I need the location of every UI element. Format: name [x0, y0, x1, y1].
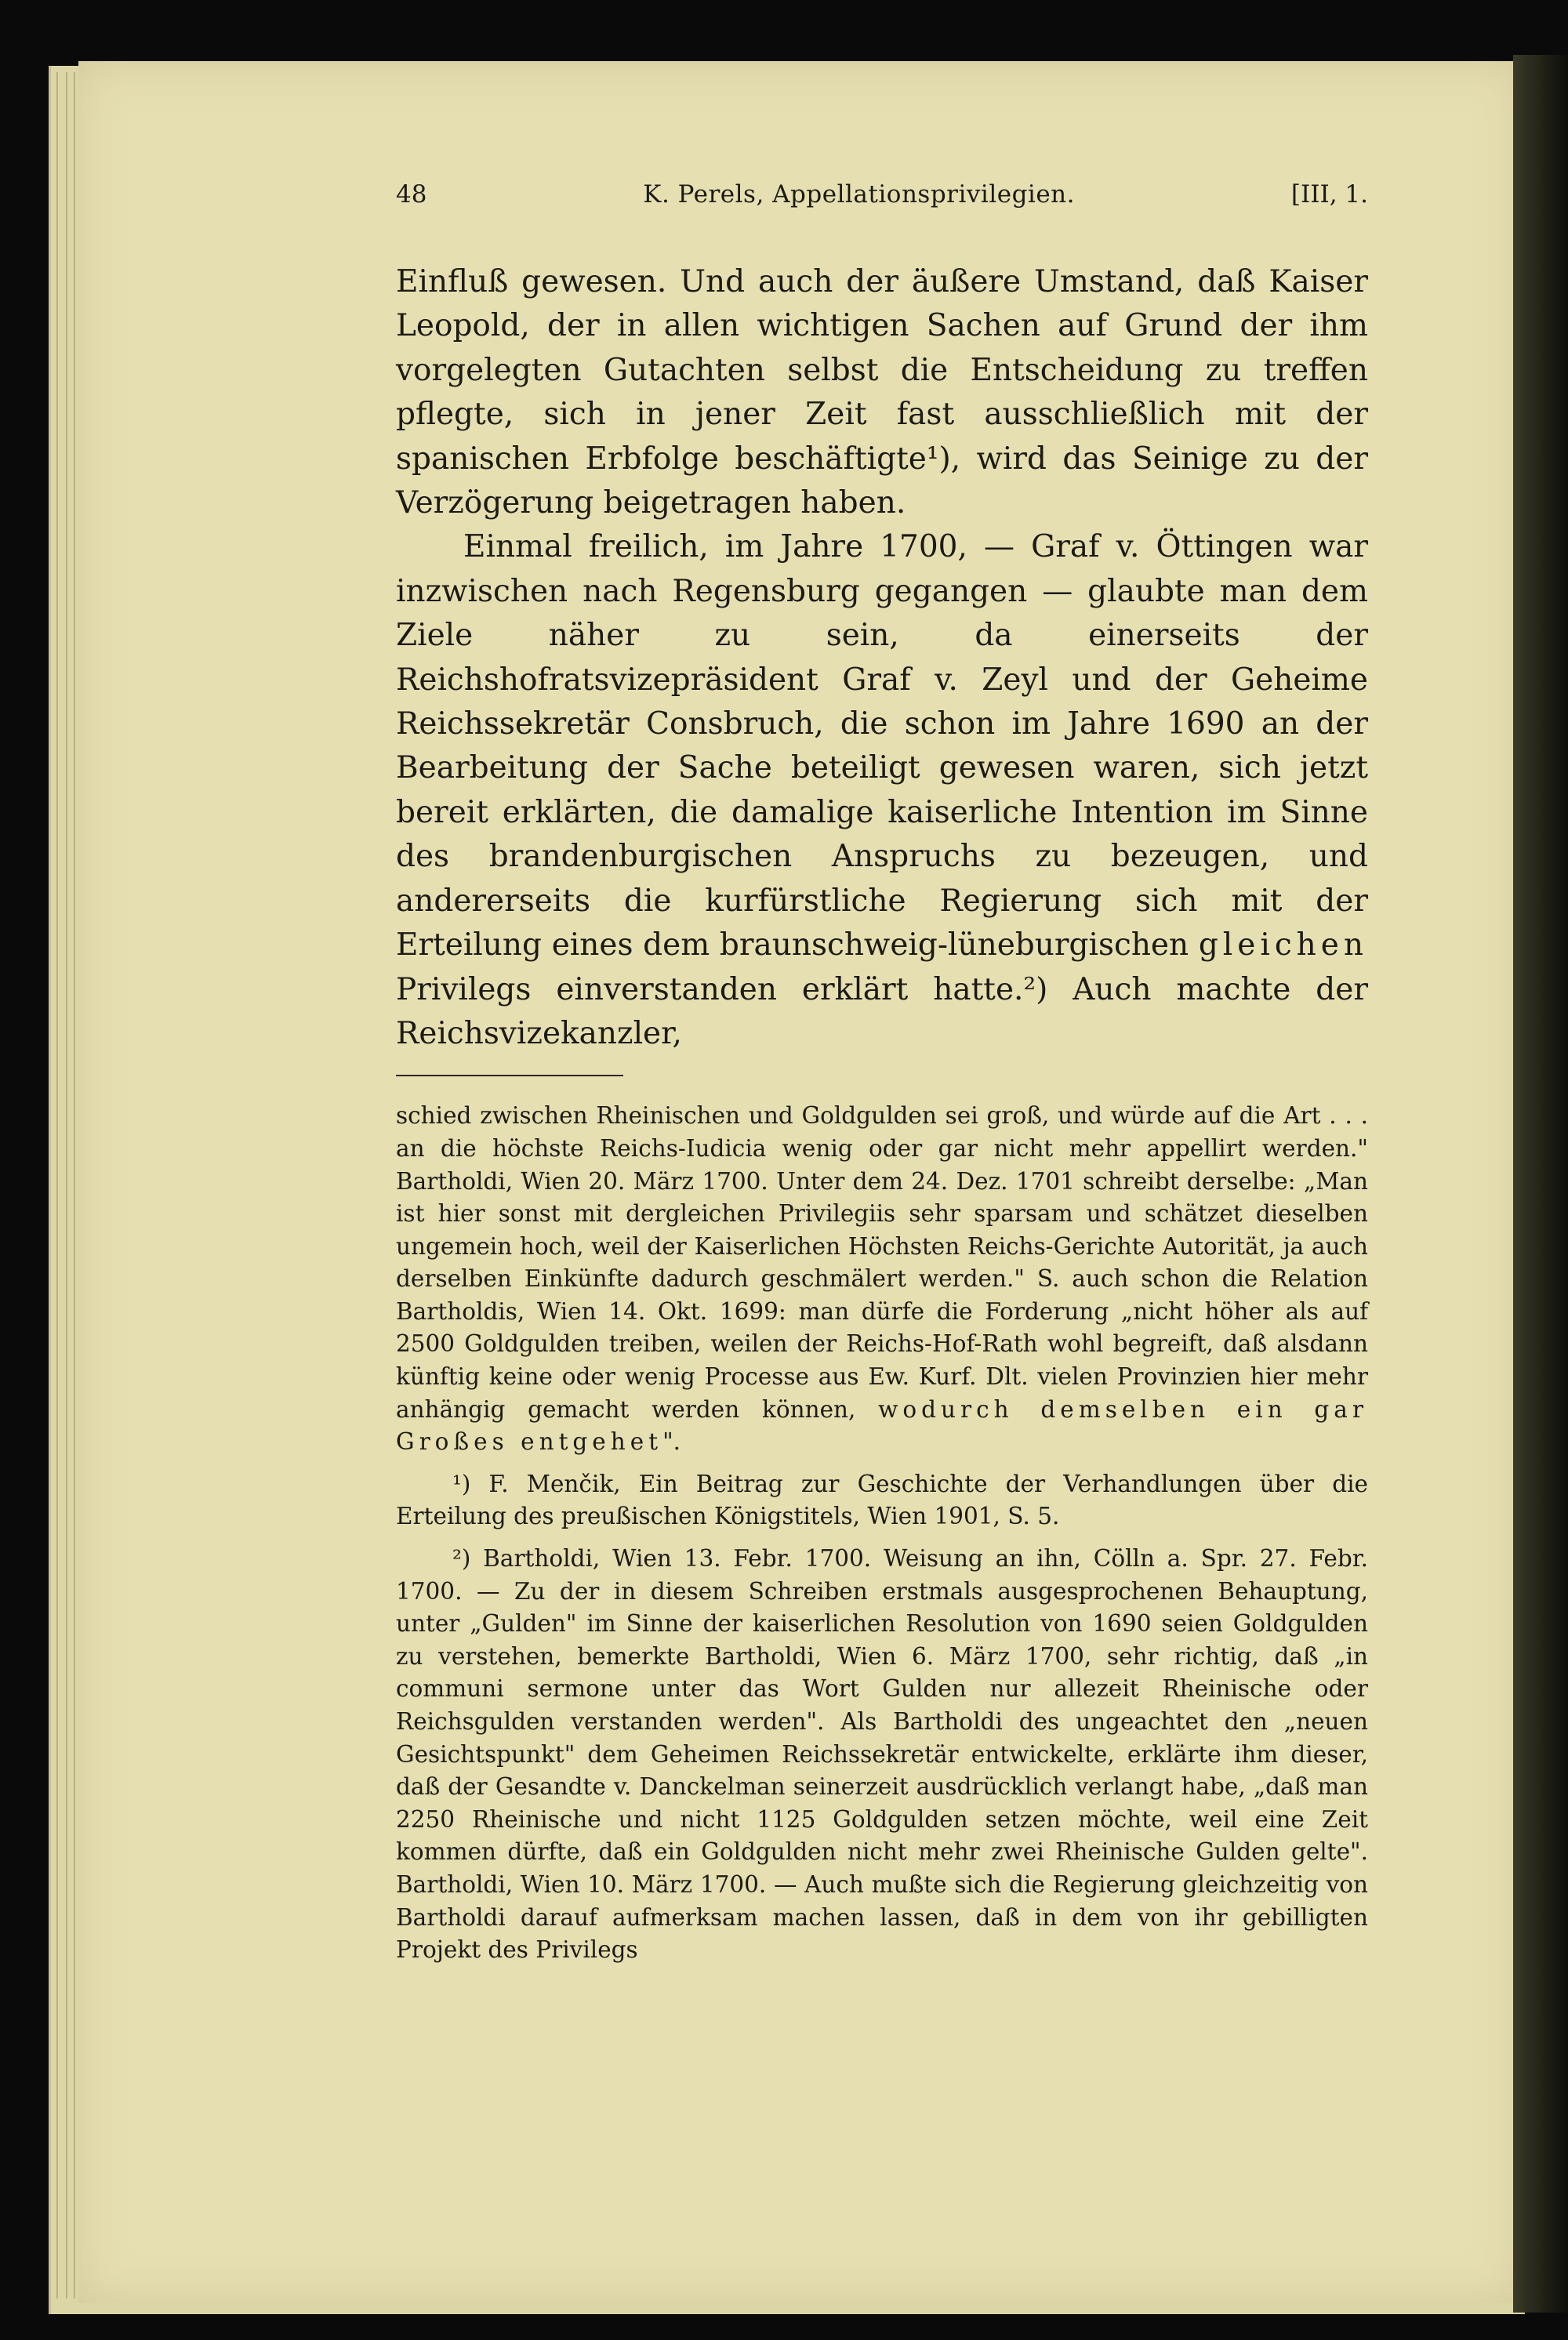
- spaced-phrase: wodurch demselben ein gar Großes entgehet: [396, 1395, 1368, 1456]
- page-edge: [66, 72, 67, 2298]
- footnote-rule: [396, 1075, 623, 1076]
- footnote-continuation: [396, 1100, 1368, 1459]
- page-edge: [74, 72, 75, 2298]
- page-edge: [56, 72, 58, 2298]
- paragraph: Einfluß gewesen. Und auch der äußere Umstand, daß Kaiser Leopold, der in allen wichtigen Sachen auf Grund der ihm vorgelegten Gutachten selbst die Entscheidung zu treffen pflegte, sich in jener Zeit fast ausschließlich mit der spanischen Erbfolge beschäftigte¹), wird das Seinige zu der Verzögerung beigetragen haben.: [396, 264, 1368, 521]
- page-content: [396, 180, 1368, 1967]
- paragraph-tail: Privilegs einverstanden erklärt hatte.²) Auch machte der Reichsvizekanzler,: [396, 971, 1368, 1051]
- section-marker: [III, 1.: [1290, 180, 1368, 209]
- footnote-1: ¹) F. Menčik, Ein Beitrag zur Geschichte der Verhandlungen über die Erteilung des preußischen Königstitels, Wien 1901, S. 5.: [396, 1470, 1368, 1530]
- book-spine: [1513, 55, 1568, 2313]
- paragraph-text: Einmal freilich, im Jahre 1700, — Graf v. Öttingen war inzwischen nach Regensburg gegangen — glaubte man dem Ziele näher zu sein, da einerseits der Reichshofratsvizepräsident Graf v. Zeyl und der Geheime Reichssekretär Consbruch, die schon im Jahre 1690 an der Bearbeitung der Sache beteiligt gewesen waren, sich jetzt bereit erklärten, die damalige kaiserliche Intention im Sinne des brandenburgischen Anspruchs zu bezeugen, und andererseits die kurfürstliche Regierung sich mit der Erteilung eines dem braunschweig-lüneburgischen: [396, 529, 1368, 963]
- page-number: 48: [396, 180, 427, 209]
- paragraph: [396, 525, 1368, 1056]
- spaced-word: gleichen: [1198, 927, 1368, 963]
- main-text: [396, 260, 1368, 1056]
- running-head: [396, 180, 1368, 219]
- footnote-end: ".: [662, 1428, 681, 1456]
- footnotes: [396, 1100, 1368, 1966]
- footnote-text: schied zwischen Rheinischen und Goldgulden sei groß, und würde auf die Art . . . an die höchste Reichs-Iudicia wenig oder gar nicht mehr appellirt werden." Bartholdi, Wien 20. März 1700. Unter dem 24. Dez. 1701 schreibt derselbe: „Man ist hier sonst mit dergleichen Privilegiis sehr sparsam und schätzet dieselben ungemein hoch, weil der Kaiserlichen Höchsten Reichs-Gerichte Autorität, ja auch derselben Einkünfte dadurch geschmälert werden." S. auch schon die Relation Bartholdis, Wien 14. Okt. 1699: man dürfe die Forderung „nicht höher als auf 2500 Goldgulden treiben, weilen der Reichs-Hof-Rath wohl begreift, daß alsdann künftig keine oder wenig Processe aus Ew. Kurf. Dlt. vielen Provinzien hier mehr anhängig gemacht werden können,: [396, 1102, 1368, 1423]
- footnote-2: ²) Bartholdi, Wien 13. Febr. 1700. Weisung an ihn, Cölln a. Spr. 27. Febr. 1700. — Zu der in diesem Schreiben erstmals ausgesprochenen Behauptung, unter „Gulden" im Sinne der kaiserlichen Resolution von 1690 seien Goldgulden zu verstehen, bemerkte Bartholdi, Wien 6. März 1700, sehr richtig, daß „in communi sermone unter das Wort Gulden nur allezeit Rheinische oder Reichsgulden verstanden werden". Als Bartholdi des ungeachtet den „neuen Gesichtspunkt" dem Geheimen Reichssekretär entwickelte, erklärte ihm dieser, daß der Gesandte v. Danckelman seinerzeit ausdrücklich verlangt habe, „daß man 2250 Rheinische und nicht 1125 Goldgulden setzen möchte, weil eine Zeit kommen dürfte, daß ein Goldgulden nicht mehr zwei Rheinische Gulden gelte". Bartholdi, Wien 10. März 1700. — Auch mußte sich die Regierung gleichzeitig von Bartholdi darauf aufmerksam machen lassen, daß in dem von ihr gebilligten Projekt des Privilegs: [396, 1545, 1368, 1964]
- running-title: K. Perels, Appellationsprivilegien.: [643, 180, 1076, 209]
